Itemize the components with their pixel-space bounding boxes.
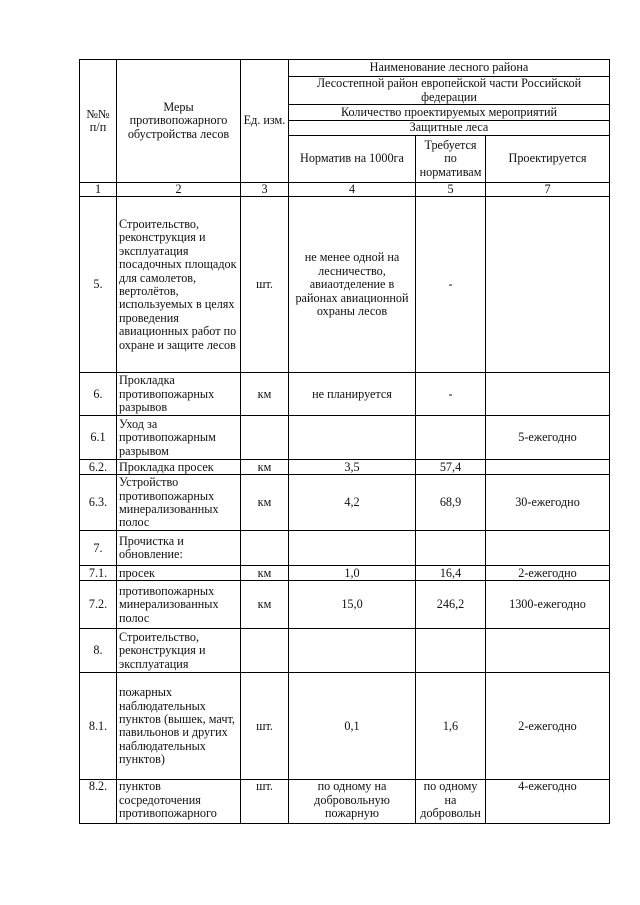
row-number: 8.1. xyxy=(80,673,117,780)
row-planned xyxy=(486,373,610,416)
row-number: 6.1 xyxy=(80,416,117,460)
row-norm xyxy=(289,416,416,460)
table-row xyxy=(80,581,610,629)
header-measures: Меры противопожарного обустройства лесов xyxy=(117,60,241,183)
row-required: по одному на добровольн xyxy=(416,780,486,824)
row-unit: шт. xyxy=(241,673,289,780)
row-number: 6.2. xyxy=(80,460,117,475)
header-required: Требуется по нормативам xyxy=(416,136,486,183)
row-norm: 0,1 xyxy=(289,673,416,780)
row-norm: по одному на добровольную пожарную xyxy=(289,780,416,824)
table-row xyxy=(80,416,610,460)
row-norm: 1,0 xyxy=(289,566,416,581)
row-unit: км xyxy=(241,566,289,581)
row-required: 1,6 xyxy=(416,673,486,780)
table-row xyxy=(80,566,610,581)
table-row xyxy=(80,531,610,566)
row-number: 7.1. xyxy=(80,566,117,581)
table-row xyxy=(80,197,610,373)
row-measure: противопожарных минерализованных полос xyxy=(117,581,241,629)
row-norm xyxy=(289,531,416,566)
column-number-row xyxy=(80,183,610,197)
row-planned xyxy=(486,629,610,673)
col-number: 5 xyxy=(416,183,486,197)
row-planned: 2-ежегодно xyxy=(486,673,610,780)
row-measure: Строительство, реконструкция и эксплуатация xyxy=(117,629,241,673)
col-number: 2 xyxy=(117,183,241,197)
row-norm: 4,2 xyxy=(289,475,416,531)
table-row xyxy=(80,475,610,531)
row-norm: 3,5 xyxy=(289,460,416,475)
row-number: 7.2. xyxy=(80,581,117,629)
table-row xyxy=(80,673,610,780)
row-norm: 15,0 xyxy=(289,581,416,629)
row-measure: просек xyxy=(117,566,241,581)
row-required: - xyxy=(416,197,486,373)
row-planned: 2-ежегодно xyxy=(486,566,610,581)
row-number: 5. xyxy=(80,197,117,373)
col-number: 3 xyxy=(241,183,289,197)
col-number: 1 xyxy=(80,183,117,197)
row-unit: км xyxy=(241,475,289,531)
row-planned: 4-ежегодно xyxy=(486,780,610,824)
header-unit: Ед. изм. xyxy=(241,60,289,183)
row-unit: км xyxy=(241,581,289,629)
row-unit: км xyxy=(241,460,289,475)
header-norm: Норматив на 1000га xyxy=(289,136,416,183)
row-number: 7. xyxy=(80,531,117,566)
fire-protection-table xyxy=(79,59,610,824)
row-number: 6.3. xyxy=(80,475,117,531)
header-forest-district: Лесостепной район европейской части Российской федерации xyxy=(289,77,610,105)
row-number: 8.2. xyxy=(80,780,117,824)
row-norm: не планируется xyxy=(289,373,416,416)
row-planned: 1300-ежегодно xyxy=(486,581,610,629)
row-measure: Устройство противопожарных минерализованных полос xyxy=(117,475,241,531)
table-row xyxy=(80,780,610,824)
row-required: 16,4 xyxy=(416,566,486,581)
header-activities-count: Количество проектируемых мероприятий xyxy=(289,105,610,121)
row-planned xyxy=(486,531,610,566)
row-number: 6. xyxy=(80,373,117,416)
row-required xyxy=(416,629,486,673)
table-row xyxy=(80,629,610,673)
row-required: - xyxy=(416,373,486,416)
row-required xyxy=(416,531,486,566)
row-required xyxy=(416,416,486,460)
table-row xyxy=(80,460,610,475)
row-required: 246,2 xyxy=(416,581,486,629)
row-number: 8. xyxy=(80,629,117,673)
header-num: №№ п/п xyxy=(80,60,117,183)
row-measure: Прокладка просек xyxy=(117,460,241,475)
row-unit xyxy=(241,531,289,566)
row-measure: Уход за противопожарным разрывом xyxy=(117,416,241,460)
row-unit: км xyxy=(241,373,289,416)
col-number: 7 xyxy=(486,183,610,197)
col-number: 4 xyxy=(289,183,416,197)
table-body xyxy=(80,183,610,824)
row-planned: 30-ежегодно xyxy=(486,475,610,531)
row-planned xyxy=(486,460,610,475)
row-required: 57,4 xyxy=(416,460,486,475)
row-measure: Строительство, реконструкция и эксплуатация посадочных площадок для самолетов, вертолётов, используемых в целях проведения авиационных работ по охране и защите лесов xyxy=(117,197,241,373)
header-planned: Проектируется xyxy=(486,136,610,183)
row-unit xyxy=(241,416,289,460)
row-measure: пожарных наблюдательных пунктов (вышек, мачт, павильонов и других наблюдательных пунктов) xyxy=(117,673,241,780)
row-planned xyxy=(486,197,610,373)
row-unit xyxy=(241,629,289,673)
row-planned: 5-ежегодно xyxy=(486,416,610,460)
table-row xyxy=(80,373,610,416)
row-unit: шт. xyxy=(241,780,289,824)
row-required: 68,9 xyxy=(416,475,486,531)
row-measure: Прочистка и обновление: xyxy=(117,531,241,566)
row-unit: шт. xyxy=(241,197,289,373)
row-norm xyxy=(289,629,416,673)
row-measure: Прокладка противопожарных разрывов xyxy=(117,373,241,416)
row-norm: не менее одной на лесничество, авиаотделение в районах авиационной охраны лесов xyxy=(289,197,416,373)
header-forest-district-name: Наименование лесного района xyxy=(289,60,610,77)
header-forest-type: Защитные леса xyxy=(289,121,610,136)
row-measure: пунктов сосредоточения противопожарного xyxy=(117,780,241,824)
